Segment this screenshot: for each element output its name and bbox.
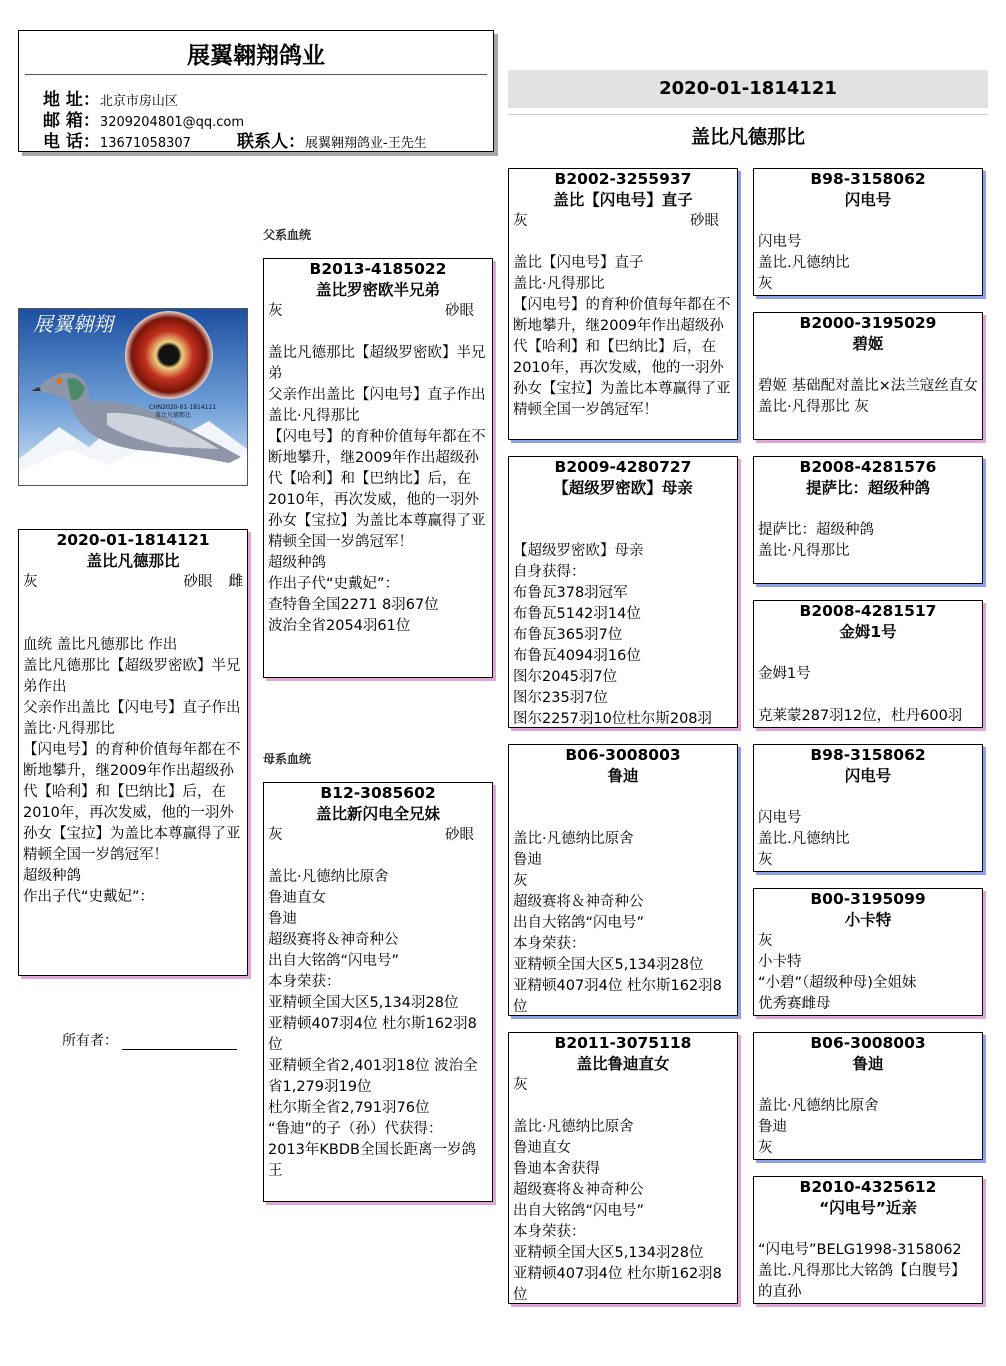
pedigree-ring-banner: 2020-01-1814121: [508, 70, 988, 108]
sire-sire-name: 盖比【闪电号】直子: [553, 191, 693, 209]
address-label: 地 址：: [43, 90, 100, 110]
ddd-ring: B2010-4325612: [799, 1178, 937, 1196]
sire-name: 盖比罗密欧半兄弟: [315, 281, 440, 299]
dam-name: 盖比新闪电全兄妹: [315, 805, 440, 823]
dsd-name: 小卡特: [844, 911, 892, 929]
dam-desc: 盖比·凡德纳比原舍 鲁迪直女 鲁迪 超级赛将＆神奇种公 出自大铭鸽“闪电号” 本身荣获： 亚精顿全国大区5,134羽28位 亚精顿407羽4位 杜尔斯162羽8位 亚精顿全省2,401羽18位 波治全省1,279羽19位 杜尔斯全省2,791羽76位 “鲁迪”的子（孙）代获得： 2013年KBDB全国长距离一岁鸽王: [268, 869, 478, 1179]
phone-value: 13671058307: [99, 136, 191, 151]
dam-attrs: [268, 825, 488, 846]
dsd-desc: 灰 小卡特 “小碧”（超级种母)全姐妹 优秀赛雌母: [758, 933, 917, 1012]
dam-dam-ring: B2011-3075118: [554, 1034, 692, 1052]
dam-card: [263, 782, 493, 1202]
dss-name: 闪电号: [844, 767, 892, 785]
dsd-ring: B00-3195099: [810, 890, 926, 908]
sire-sire-color: 灰: [513, 213, 528, 229]
dsd-card: [753, 888, 983, 1016]
sire-sire-card: [508, 168, 738, 440]
sds-ring: B2008-4281576: [799, 458, 937, 476]
header-divider: [25, 74, 487, 75]
ddd-card: [753, 1176, 983, 1304]
dam-color: 灰: [268, 827, 283, 843]
sire-sire-eye: 砂眼: [690, 213, 719, 229]
sire-sire-desc: 盖比【闪电号】直子 盖比·凡得那比 【闪电号】的育种价值每年都在不断地攀升，继2009年作出超级孙代【哈利】和【巴纳比】后，在 2010年，再次发威，他的一羽外孙女【宝拉】为盖比本尊赢得了亚精顿全国一岁鸽冠军！: [513, 255, 731, 418]
dds-desc: 盖比·凡德纳比原舍 鲁迪 灰: [758, 1098, 879, 1156]
dds-name: 鲁迪: [852, 1055, 884, 1073]
pigeon-illustration: [19, 309, 247, 485]
address-value: 北京市房山区: [99, 94, 178, 109]
owner-label: 所有者：: [62, 1033, 118, 1049]
sss-desc: 闪电号 盖比.凡德纳比 灰: [758, 234, 850, 292]
ddd-name: “闪电号”近亲: [819, 1199, 917, 1217]
dam-sire-ring: B06-3008003: [565, 746, 681, 764]
phone-row: [43, 127, 427, 152]
ssd-desc: 碧姬 基础配对盖比×法兰寇丝直女 盖比·凡得那比 灰: [758, 378, 978, 415]
dam-dam-desc: 盖比·凡德纳比原舍 鲁迪直女 鲁迪本舍获得 超级赛将＆神奇种公 出自大铭鸽“闪电号” 本身荣获： 亚精顿全国大区5,134羽28位 亚精顿407羽4位 杜尔斯162羽8位: [513, 1119, 722, 1303]
email-value: 3209204801@qq.com: [99, 115, 245, 130]
subject-desc: 血统 盖比凡德那比 作出 盖比凡德那比【超级罗密欧】半兄弟作出 父亲作出盖比【闪电号】直子作出 盖比·凡得那比 【闪电号】的育种价值每年都在不断地攀升，继2009年作出超级孙代【哈利】和【巴纳比】后，在 2010年，再次发威，他的一羽外孙女【宝拉】为盖比本尊赢得了亚精顿全国一岁鸽冠军！ 超级种鸽 作出子代“史戴妃”：: [23, 637, 241, 905]
sire-sire-attrs: [513, 211, 733, 232]
breeder-header: [18, 30, 494, 152]
dam-eye: 砂眼: [445, 827, 474, 843]
contact-value: 展翼翱翔鸽业-王先生: [305, 136, 427, 151]
sdd-name: 金姆1号: [839, 623, 897, 641]
pigeon-photo: [18, 308, 248, 486]
subject-card: [18, 529, 248, 976]
sire-color: 灰: [268, 303, 283, 319]
owner-field: [62, 1030, 237, 1050]
dds-ring: B06-3008003: [810, 1034, 926, 1052]
email-label: 邮 箱：: [43, 111, 100, 131]
sdd-desc: 金姆1号 克莱蒙287羽12位，杜丹600羽: [758, 666, 963, 724]
sss-name: 闪电号: [844, 191, 892, 209]
dam-sire-desc: 盖比·凡德纳比原舍 鲁迪 灰 超级赛将＆神奇种公 出自大铭鸽“闪电号” 本身荣获： 亚精顿全国大区5,134羽28位 亚精顿407羽4位 杜尔斯162羽8位: [513, 831, 722, 1015]
dam-dam-card: [508, 1032, 738, 1304]
dss-card: [753, 744, 983, 872]
sss-card: [753, 168, 983, 296]
subject-sex: 雌: [228, 574, 243, 590]
ssd-name: 碧姬: [852, 335, 884, 353]
dam-dam-color: 灰: [513, 1077, 528, 1093]
owner-blank-line: [122, 1049, 237, 1050]
sds-name: 提萨比：超级种鸽: [805, 479, 930, 497]
sire-dam-desc: 【超级罗密欧】母亲 自身获得： 布鲁瓦378羽冠军 布鲁瓦5142羽14位 布鲁瓦365羽7位 布鲁瓦4094羽16位 图尔2045羽7位 图尔235羽7位 图尔2257羽10位杜尔斯208羽: [513, 543, 713, 727]
dds-card: [753, 1032, 983, 1160]
dam-sire-name: 鲁迪: [607, 767, 639, 785]
sire-sire-ring: B2002-3255937: [554, 170, 692, 188]
subject-color: 灰: [23, 574, 38, 590]
sire-eye: 砂眼: [445, 303, 474, 319]
sire-line-label: 父系血统: [263, 228, 312, 242]
photo-ring-text: CHN2020-01-1814121: [149, 404, 217, 411]
phone-label: 电 话：: [43, 132, 100, 152]
photo-subtitle: 盖比凡德那比: [155, 412, 192, 419]
sire-dam-ring: B2009-4280727: [554, 458, 692, 476]
ssd-card: [753, 312, 983, 440]
pedigree-name: 盖比凡德那比: [690, 126, 805, 148]
sire-attrs: [268, 301, 488, 322]
title-divider: [508, 114, 988, 115]
subject-attrs: [23, 572, 243, 593]
sire-dam-name: 【超级罗密欧】母亲: [553, 479, 693, 497]
sdd-ring: B2008-4281517: [799, 602, 937, 620]
ddd-desc: “闪电号”BELG1998-3158062 盖比.凡得那比大铭鸽【白腹号】的直孙: [758, 1242, 966, 1300]
subject-name: 盖比凡德那比: [86, 552, 180, 570]
dam-ring: B12-3085602: [320, 784, 436, 802]
sire-card: [263, 258, 493, 678]
sdd-card: [753, 600, 983, 728]
dam-line-label: 母系血统: [263, 752, 312, 766]
sds-desc: 提萨比：超级种鸽 盖比·凡得那比: [758, 522, 874, 559]
dss-desc: 闪电号 盖比.凡德纳比 灰: [758, 810, 850, 868]
subject-ring: 2020-01-1814121: [56, 531, 210, 549]
ssd-ring: B2000-3195029: [799, 314, 937, 332]
dss-ring: B98-3158062: [810, 746, 926, 764]
subject-eye: 砂眼: [183, 574, 213, 590]
photo-title-art: 展翼翱翔: [33, 312, 113, 336]
breeder-name: 展翼翱翔鸽业: [187, 43, 325, 69]
dam-dam-name: 盖比鲁迪直女: [576, 1055, 670, 1073]
contact-label: 联系人：: [237, 132, 306, 152]
sds-card: [753, 456, 983, 584]
sss-ring: B98-3158062: [810, 170, 926, 188]
dam-sire-card: [508, 744, 738, 1016]
sire-ring: B2013-4185022: [309, 260, 447, 278]
sire-desc: 盖比凡德那比【超级罗密欧】半兄弟 父亲作出盖比【闪电号】直子作出 盖比·凡得那比 【闪电号】的育种价值每年都在不断地攀升，继2009年作出超级孙代【哈利】和【巴纳比】后，在 2010年，再次发威，他的一羽外孙女【宝拉】为盖比本尊赢得了亚精顿全国一岁鸽冠军！ 超级种鸽 作出子代“史戴妃”： 查特鲁全国2271 8羽67位 波治全省2054羽61位: [268, 345, 486, 634]
sire-dam-card: [508, 456, 738, 728]
